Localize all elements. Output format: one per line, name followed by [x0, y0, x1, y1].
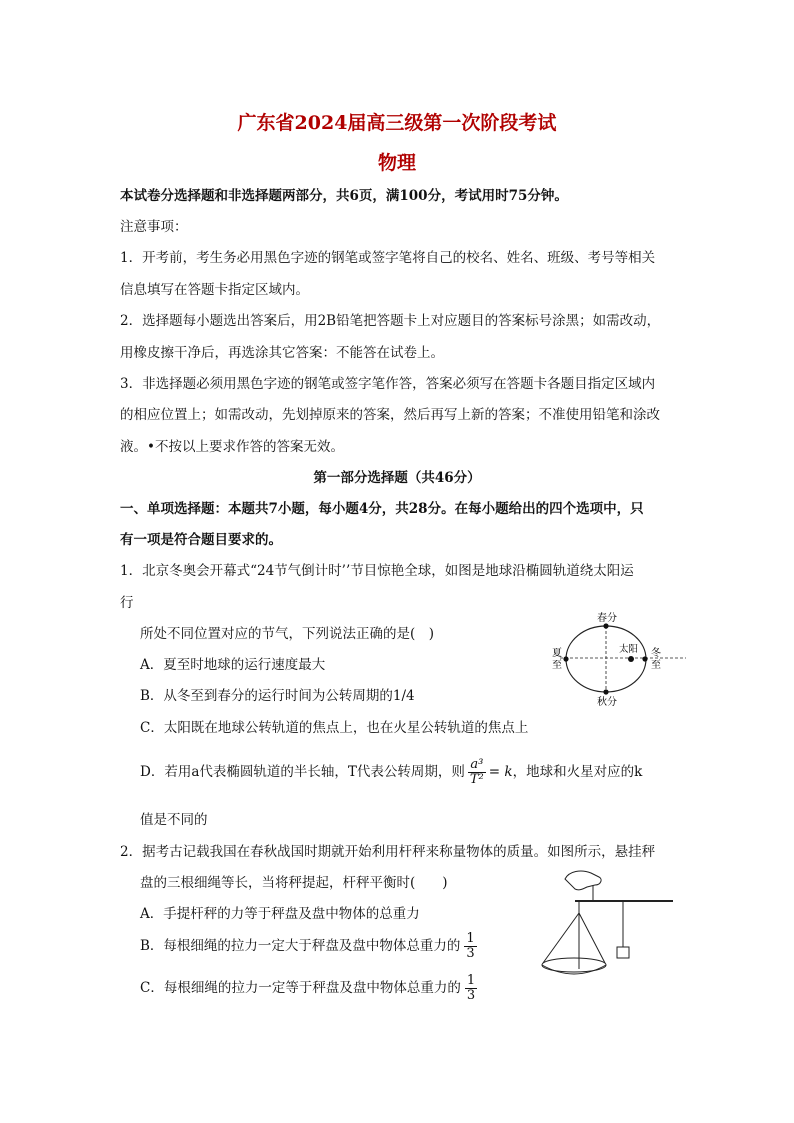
q1-stem-line-1: 1．北京冬奥会开幕式“24节气倒计时’’节目惊艳全球，如图是地球沿椭圆轨道绕太阳运 [120, 563, 634, 579]
one-third-b-den: 3 [466, 946, 475, 961]
note-2-line-2: 用橡皮擦干净后，再选涂其它答案：不能答在试卷上。 [120, 345, 444, 361]
kepler-equals-k: = k [488, 764, 513, 780]
earth-spring-equinox [603, 623, 608, 628]
q1-option-d-prefix: D．若用a代表椭圆轨道的半长轴，T代表公转周期，则 [140, 764, 465, 780]
note-3-line-2: 的相应位置上；如需改动，先划掉原来的答案，然后再写上新的答案；不准使用铅笔和涂改 [120, 407, 660, 423]
label-summer-2: 至 [552, 660, 562, 671]
label-spring-equinox: 春分 [597, 613, 617, 624]
q1-option-c: C．太阳既在地球公转轨道的焦点上，也在火星公转轨道的焦点上 [140, 720, 529, 736]
section-heading-line-1: 一、单项选择题：本题共7小题，每小题4分，共28分。在每小题给出的四个选项中，只 [120, 501, 644, 517]
label-sun: 太阳 [619, 644, 639, 655]
q1-stem-line-3: 所处不同位置对应的节气，下列说法正确的是( ) [140, 626, 435, 642]
steelyard-diagram [535, 865, 680, 985]
pan-rope-right [579, 913, 605, 963]
note-1-line-2: 信息填写在答题卡指定区域内。 [120, 282, 309, 298]
earth-autumn-equinox [603, 689, 608, 694]
label-winter-2: 至 [651, 660, 661, 671]
subject-title: 物理 [377, 152, 416, 174]
part1-heading: 第一部分选择题（共46分） [313, 470, 481, 486]
q2-stem-line-2: 盘的三根细绳等长，当将秤提起，杆秤平衡时( ) [140, 875, 448, 891]
one-third-b-num: 1 [466, 931, 475, 946]
q1-option-d-cont: 值是不同的 [140, 812, 208, 828]
pan-rope-left [543, 913, 579, 963]
kepler-numerator: a³ [468, 758, 486, 773]
q1-option-d-suffix: ，地球和火星对应的k [512, 764, 643, 780]
q2-option-b [140, 932, 477, 961]
q2-option-b-text: B．每根细绳的拉力一定大于秤盘及盘中物体总重力的 [140, 938, 461, 954]
note-3-line-1: 3．非选择题必须用黑色字迹的钢笔或签字笔作答，答案必须写在答题卡各题目指定区域内 [120, 376, 656, 392]
scale-pan-bottom [542, 965, 606, 974]
section-heading-line-2: 有一项是符合题目要求的。 [120, 532, 282, 548]
intro-text: 本试卷分选择题和非选择题两部分，共6页，满100分，考试用时75分钟。 [120, 188, 568, 204]
q1-option-b: B．从冬至到春分的运行时间为公转周期的1/4 [140, 688, 415, 704]
q2-option-a: A．手提杆秤的力等于秤盘及盘中物体的总重力 [140, 906, 420, 922]
note-1-line-1: 1．开考前，考生务必用黑色字迹的钢笔或签字笔将自己的校名、姓名、班级、考号等相关 [120, 250, 656, 266]
earth-winter-solstice [642, 656, 647, 661]
counterweight [617, 947, 629, 958]
one-third-c-num: 1 [466, 973, 476, 988]
one-third-fraction-b [464, 932, 476, 961]
note-2-line-1: 2．选择题每小题选出答案后，用2B铅笔把答题卡上对应题目的答案标号涂黑；如需改动， [120, 313, 661, 329]
note-3-line-3: 液。•不按以上要求作答的答案无效。 [120, 439, 344, 455]
label-autumn-equinox: 秋分 [597, 697, 617, 706]
orbit-diagram [548, 610, 698, 706]
hand-icon [565, 871, 601, 890]
one-third-fraction-c [465, 974, 477, 1003]
one-third-c-den: 3 [466, 988, 476, 1003]
sun-dot [628, 656, 634, 662]
q2-option-c [140, 974, 477, 1003]
q2-option-c-text: C．每根细绳的拉力一定等于秤盘及盘中物体总重力的 [140, 980, 461, 996]
q1-stem-line-2: 行 [120, 595, 134, 611]
exam-title: 广东省2024届高三级第一次阶段考试 [237, 112, 557, 134]
earth-summer-solstice [563, 656, 568, 661]
kepler-denominator: T² [469, 772, 484, 787]
q2-stem-line-1: 2．据考古记载我国在春秋战国时期就开始利用杆秤来称量物体的质量。如图所示，悬挂秤 [120, 844, 656, 860]
q1-option-a: A．夏至时地球的运行速度最大 [140, 657, 326, 673]
label-winter-1: 冬 [651, 648, 661, 659]
kepler-fraction [468, 758, 486, 787]
q1-option-d [140, 758, 642, 787]
notes-heading: 注意事项： [120, 219, 188, 235]
label-summer-1: 夏 [552, 648, 562, 659]
